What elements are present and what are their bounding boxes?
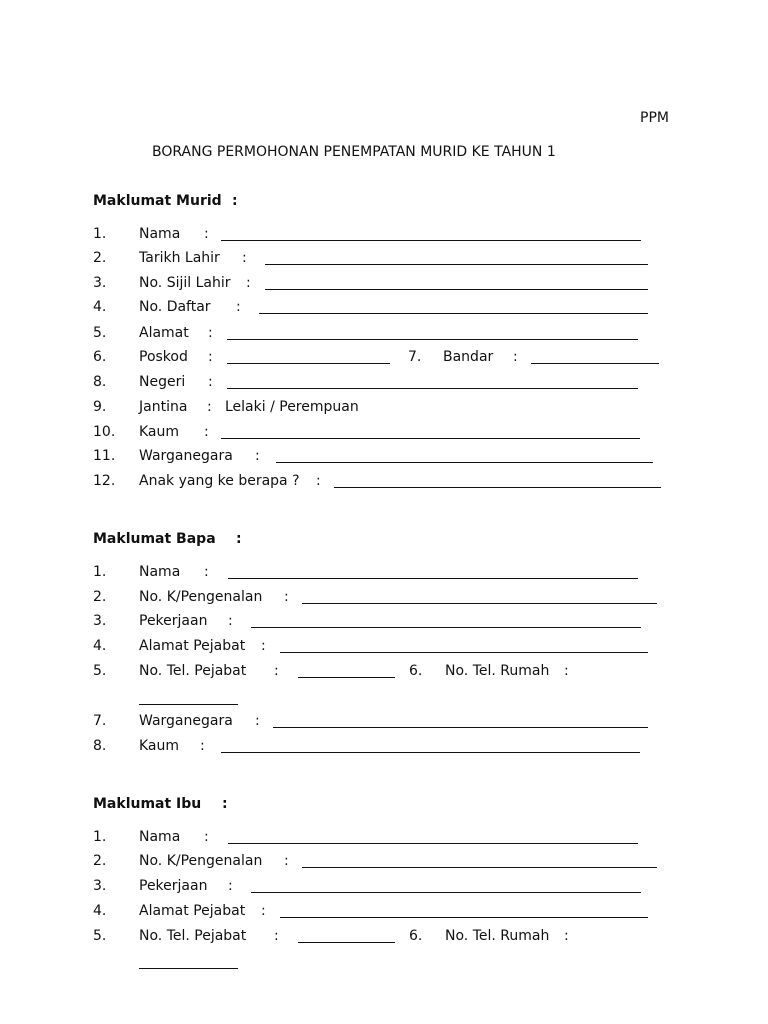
field-colon: :	[284, 853, 289, 869]
ibu-no-kp-field[interactable]	[302, 867, 657, 868]
murid-kaum-field[interactable]	[221, 438, 640, 439]
ibu-pekerjaan-field[interactable]	[251, 892, 641, 893]
field-colon: :	[316, 473, 321, 489]
field-colon: :	[228, 613, 233, 629]
field-label-jantina: Jantina	[139, 399, 188, 415]
field-label-nama: Nama	[139, 829, 181, 845]
field-label-no-kp: No. K/Pengenalan	[139, 853, 263, 869]
item-number: 5.	[93, 663, 107, 679]
field-colon: :	[513, 349, 518, 365]
field-label-kaum: Kaum	[139, 738, 180, 754]
field-label-no-tel-pejabat: No. Tel. Pejabat	[139, 928, 247, 944]
murid-anak-ke-berapa-field[interactable]	[334, 487, 661, 488]
item-number: 1.	[93, 226, 107, 242]
field-label-tarikh-lahir: Tarikh Lahir	[139, 250, 220, 266]
field-colon: :	[242, 250, 247, 266]
field-colon: :	[255, 448, 260, 464]
field-colon: :	[208, 374, 213, 390]
field-label-alamat: Alamat	[139, 325, 189, 341]
murid-warganegara-field[interactable]	[276, 462, 653, 463]
field-label-bandar: Bandar	[443, 349, 494, 365]
field-colon: :	[564, 928, 569, 944]
item-number: 3.	[93, 613, 107, 629]
bapa-no-tel-pejabat-field[interactable]	[298, 677, 395, 678]
field-label-warganegara: Warganegara	[139, 713, 233, 729]
bapa-alamat-pejabat-field[interactable]	[280, 652, 648, 653]
item-number: 1.	[93, 829, 107, 845]
jantina-options[interactable]: Lelaki / Perempuan	[225, 399, 359, 415]
section-heading-murid: Maklumat Murid	[93, 193, 222, 209]
item-number: 8.	[93, 374, 107, 390]
murid-no-daftar-field[interactable]	[259, 313, 648, 314]
form-title: BORANG PERMOHONAN PENEMPATAN MURID KE TAHUN 1	[152, 144, 556, 160]
ibu-no-tel-pejabat-field[interactable]	[298, 942, 395, 943]
item-number: 3.	[93, 275, 107, 291]
field-label-kaum: Kaum	[139, 424, 180, 440]
field-label-no-sijil-lahir: No. Sijil Lahir	[139, 275, 231, 291]
field-colon: :	[208, 325, 213, 341]
field-colon: :	[228, 878, 233, 894]
field-colon: :	[261, 638, 266, 654]
field-colon: :	[204, 564, 209, 580]
bapa-no-tel-rumah-field[interactable]	[139, 704, 238, 705]
field-colon: :	[204, 226, 209, 242]
item-number: 2.	[93, 853, 107, 869]
field-label-negeri: Negeri	[139, 374, 186, 390]
ibu-alamat-pejabat-field[interactable]	[280, 917, 648, 918]
field-label-no-tel-pejabat: No. Tel. Pejabat	[139, 663, 247, 679]
item-number: 6.	[409, 928, 423, 944]
field-colon: :	[564, 663, 569, 679]
murid-alamat-field[interactable]	[227, 339, 638, 340]
murid-negeri-field[interactable]	[227, 388, 638, 389]
ibu-no-tel-rumah-field[interactable]	[139, 968, 238, 969]
bapa-kaum-field[interactable]	[221, 752, 640, 753]
section-heading-ibu-colon: :	[222, 796, 228, 812]
field-colon: :	[246, 275, 251, 291]
ibu-nama-field[interactable]	[228, 843, 638, 844]
item-number: 1.	[93, 564, 107, 580]
field-label-no-kp: No. K/Pengenalan	[139, 589, 263, 605]
item-number: 7.	[408, 349, 422, 365]
field-colon: :	[255, 713, 260, 729]
field-label-poskod: Poskod	[139, 349, 188, 365]
item-number: 6.	[93, 349, 107, 365]
field-colon: :	[207, 399, 212, 415]
murid-poskod-field[interactable]	[227, 363, 390, 364]
bapa-pekerjaan-field[interactable]	[251, 627, 641, 628]
section-heading-bapa-colon: :	[236, 531, 242, 547]
field-label-no-tel-rumah: No. Tel. Rumah	[445, 928, 550, 944]
field-colon: :	[204, 829, 209, 845]
item-number: 11.	[93, 448, 116, 464]
field-label-alamat-pejabat: Alamat Pejabat	[139, 903, 246, 919]
field-colon: :	[274, 663, 279, 679]
field-colon: :	[274, 928, 279, 944]
field-label-anak-ke-berapa: Anak yang ke berapa ?	[139, 473, 300, 489]
item-number: 12.	[93, 473, 116, 489]
field-label-no-tel-rumah: No. Tel. Rumah	[445, 663, 550, 679]
item-number: 4.	[93, 903, 107, 919]
item-number: 5.	[93, 928, 107, 944]
item-number: 2.	[93, 589, 107, 605]
field-label-no-daftar: No. Daftar	[139, 299, 211, 315]
item-number: 4.	[93, 638, 107, 654]
field-colon: :	[204, 424, 209, 440]
section-heading-murid-colon: :	[232, 193, 238, 209]
field-colon: :	[236, 299, 241, 315]
item-number: 2.	[93, 250, 107, 266]
field-colon: :	[208, 349, 213, 365]
field-label-pekerjaan: Pekerjaan	[139, 878, 208, 894]
murid-bandar-field[interactable]	[531, 363, 659, 364]
field-label-nama: Nama	[139, 226, 181, 242]
field-label-warganegara: Warganegara	[139, 448, 233, 464]
item-number: 7.	[93, 713, 107, 729]
item-number: 10.	[93, 424, 116, 440]
item-number: 8.	[93, 738, 107, 754]
section-heading-bapa: Maklumat Bapa	[93, 531, 216, 547]
bapa-nama-field[interactable]	[228, 578, 638, 579]
field-colon: :	[200, 738, 205, 754]
murid-no-sijil-lahir-field[interactable]	[265, 289, 648, 290]
field-colon: :	[284, 589, 289, 605]
form-code: PPM	[640, 110, 669, 126]
murid-tarikh-lahir-field[interactable]	[265, 264, 648, 265]
field-colon: :	[261, 903, 266, 919]
section-heading-ibu: Maklumat Ibu	[93, 796, 202, 812]
murid-nama-field[interactable]	[221, 240, 641, 241]
bapa-no-kp-field[interactable]	[302, 603, 657, 604]
field-label-nama: Nama	[139, 564, 181, 580]
item-number: 3.	[93, 878, 107, 894]
bapa-warganegara-field[interactable]	[273, 727, 648, 728]
item-number: 9.	[93, 399, 107, 415]
item-number: 5.	[93, 325, 107, 341]
item-number: 6.	[409, 663, 423, 679]
field-label-alamat-pejabat: Alamat Pejabat	[139, 638, 246, 654]
field-label-pekerjaan: Pekerjaan	[139, 613, 208, 629]
item-number: 4.	[93, 299, 107, 315]
